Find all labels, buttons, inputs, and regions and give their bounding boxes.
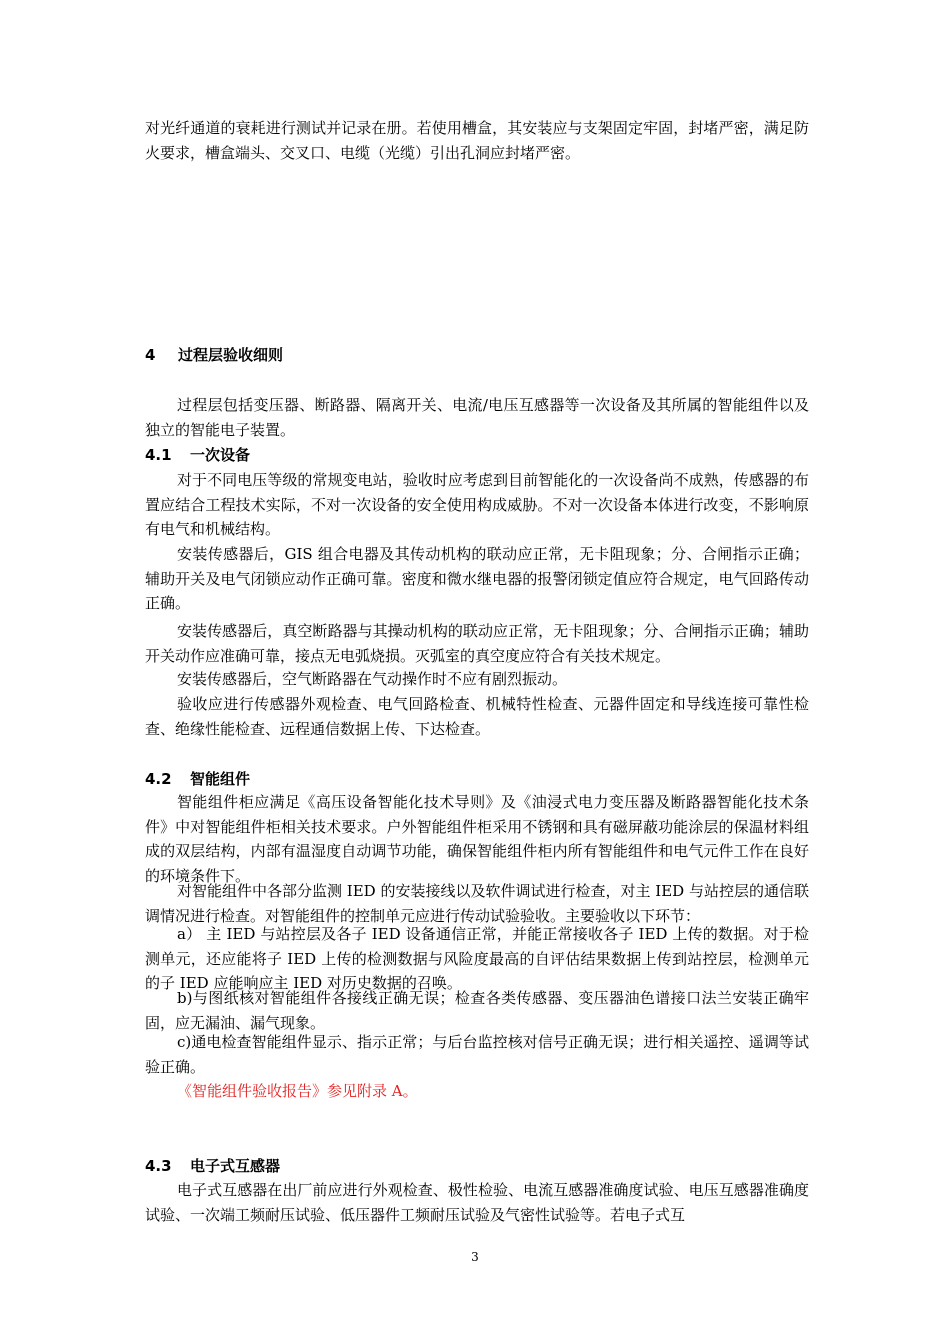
section-4-1-paragraph-2: 安装传感器后，GIS 组合电器及其传动机构的联动应正常，无卡阻现象；分、合闸指示正确；辅助开关及电气闭锁应动作正确可靠。密度和微水继电器的报警闭锁定值应符合规定，电气回路传动正确。 [145,545,809,613]
page-number: 3 [471,1250,479,1264]
section-4-2-paragraph-1: 智能组件柜应满足《高压设备智能化技术导则》及《油浸式电力变压器及断路器智能化技术条件》中对智能组件柜相关技术要求。户外智能组件柜采用不锈钢和具有磁屏蔽功能涂层的保温材料组成的双层结构，内部有温湿度自动调节功能，确保智能组件柜内所有智能组件和电气元件工作在良好的环境条件下。 [145,793,809,885]
section-title: 智能组件 [190,770,251,788]
section-title: 一次设备 [190,446,251,464]
section-4-2-heading [145,769,250,789]
section-4-1-paragraph-5: 验收应进行传感器外观检查、电气回路检查、机械特性检查、元器件固定和导线连接可靠性检查、绝缘性能检查、远程通信数据上传、下达检查。 [145,695,809,738]
list-item-c: c)通电检查智能组件显示、指示正常；与后台监控核对信号正确无误；进行相关遥控、遥调等试验正确。 [145,1033,809,1076]
section-4-1-heading [145,445,250,465]
section-4-3-paragraph-1: 电子式互感器在出厂前应进行外观检查、极性检验、电流互感器准确度试验、电压互感器准确度试验、一次端工频耐压试验、低压器件工频耐压试验及气密性试验等。若电子式互 [145,1181,809,1224]
section-4-1-paragraph-1: 对于不同电压等级的常规变电站，验收时应考虑到目前智能化的一次设备尚不成熟，传感器的布置应结合工程技术实际，不对一次设备的安全使用构成威胁。不对一次设备本体进行改变，不影响原有电气和机械结构。 [145,471,809,539]
section-4-1-paragraph-4: 安装传感器后，空气断路器在气动操作时不应有剧烈振动。 [177,670,568,688]
section-4-heading [145,345,283,365]
section-4-2-paragraph-2: 对智能组件中各部分监测 IED 的安装接线以及软件调试进行检查，对主 IED 与站控层的通信联调情况进行检查。对智能组件的控制单元应进行传动试验验收。主要验收以下环节： [145,882,809,925]
section-4-1-paragraph-3: 安装传感器后，真空断路器与其操动机构的联动应正常，无卡阻现象；分、合闸指示正确；辅助开关动作应准确可靠，接点无电弧烧损。灭弧室的真空度应符合有关技术规定。 [145,622,809,665]
list-item-b: b)与图纸核对智能组件各接线正确无误；检查各类传感器、变压器油色谱接口法兰安装正确牢固，应无漏油、漏气现象。 [145,989,809,1032]
section-number: 4.2 [145,770,172,788]
intro-paragraph: 对光纤通道的衰耗进行测试并记录在册。若使用槽盒，其安装应与支架固定牢固，封堵严密，满足防火要求，槽盒端头、交叉口、电缆（光缆）引出孔洞应封堵严密。 [145,119,809,162]
section-number: 4 [145,346,156,364]
appendix-reference: 《智能组件验收报告》参见附录 A。 [177,1082,418,1100]
section-title: 电子式互感器 [190,1157,281,1175]
section-number: 4.1 [145,446,172,464]
section-number: 4.3 [145,1157,172,1175]
list-item-a: a） 主 IED 与站控层及各子 IED 设备通信正常，并能正常接收各子 IED 上传的数据。对于检测单元，还应能将子 IED 上传的检测数据与风险度最高的自评估结果数据上传到站控层，检测单元的子 IED 应能响应主 IED 对历史数据的召唤。 [145,925,809,993]
section-4-3-heading [145,1156,280,1176]
section-4-paragraph: 过程层包括变压器、断路器、隔离开关、电流/电压互感器等一次设备及其所属的智能组件以及独立的智能电子装置。 [145,396,809,439]
section-title: 过程层验收细则 [178,346,284,364]
